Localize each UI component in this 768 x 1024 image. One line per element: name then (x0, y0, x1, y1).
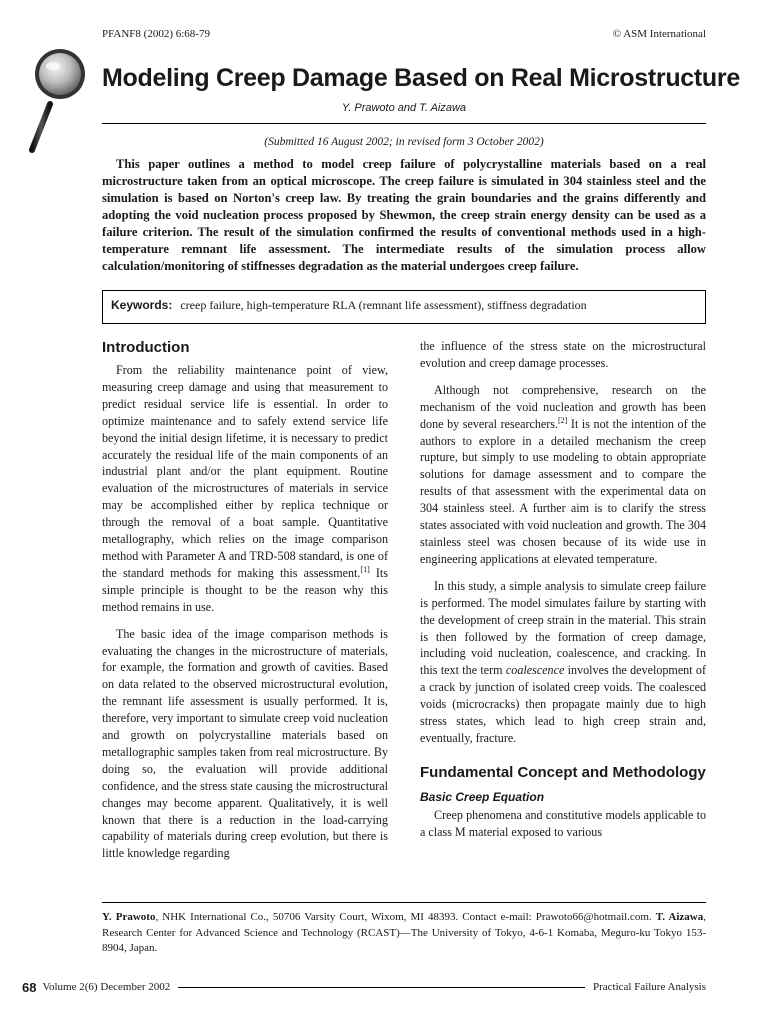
footnote-rule (102, 902, 706, 903)
reference-2: [2] (558, 415, 568, 425)
author-affiliations: Y. Prawoto, NHK International Co., 50706 Varsity Court, Wixom, MI 48393. Contact e-mail: Prawoto66@hotmail.com. T. Aizawa, Research Center for Advanced Science and Technology (RCAST)—The University of Tokyo, 4-6-1 Komaba, Meguro-ku Tokyo 153-8904, Japan. (102, 911, 706, 954)
keywords-box (102, 290, 706, 324)
coalescence-term: coalescence (505, 663, 565, 678)
authors: Y. Prawoto and T. Aizawa (341, 102, 467, 114)
basic-creep-equation-subheading: Basic Creep Equation (420, 789, 545, 804)
abstract: This paper outlines a method to model creep failure of polycrystalline materials based on a real microstructure taken from an optical microscope. The creep failure is simulated in 304 stainless steel and the simulation is based on Norton's creep law. By treating the grain boundaries and the grains differently and adopting the void nucleation process proposed by Shewmon, the creep strain energy density can be used as a failure criterion. The result of the simulation confirmed the results of conventional methods used in a high-temperature remnant life assessment. The intermediate results of the simulation process allow calculation/monitoring of stiffnesses degradation as the material undergoes creep failure. (102, 157, 706, 273)
reference-1: [1] (360, 564, 370, 574)
footer-rule (178, 987, 585, 988)
journal-name: Practical Failure Analysis (592, 981, 706, 993)
right-column (420, 338, 706, 851)
page-footer (22, 978, 706, 996)
keywords-label: Keywords: (111, 298, 173, 312)
publisher: © ASM International (612, 28, 706, 40)
intro-paragraph-1: From the reliability maintenance point of view, measuring creep damage and using that measurement to predict residual service life is essential. In order to optimize maintenance and to safely extend service life beyond the initial design lifetime, it is necessary to predict accurately the residual life of the main components of an industrial plant and/or the plant equipment. Routine evaluation of the microstructures of materials in service may be accomplished either by replica technique or through the removal of a boat sample. Quantitative metallography, which relies on the image comparison method with Parameter A and TRD-508 standard, is one of the standard methods for making this assessment.[1] Its simple principle is thought to be the reason why this method remains in use. (102, 363, 389, 614)
article-title: Modeling Creep Damage Based on Real Microstructure (102, 64, 740, 92)
intro-paragraph-4: In this study, a simple analysis to simulate creep failure is performed. The model simulates failure by starting with the development of creep strain in the material. This strain is then followed by the formation of creep damage, including void nucleation, coalescence, and cracking. In this text the term coalescence involves the development of a crack by junction of isolated creep voids. The coalesced voids (microcracks) then propagate mainly due to high stress states, which lead to high creep strain and, eventually, fracture. (420, 578, 707, 745)
magnifying-glass-icon (22, 46, 94, 156)
intro-paragraph-continued: the influence of the stress state on the microstructural evolution and creep damage processes. (420, 339, 706, 370)
introduction-heading: Introduction (102, 339, 190, 356)
left-column (102, 338, 388, 872)
intro-paragraph-3: Although not comprehensive, research on the mechanism of the void nucleation and growth has been done by several researchers.[2] It is not the intention of the authors to explore in a detailed mechanism the creep rupture, but simply to use modeling to obtain appropriate solutions for damage assessment and to compare the results of that assessment with the experimental data on 304 stainless steel. A further aim is to clarify the stress states associated with void nucleation and growth. The 304 stainless steel was chosen because of its wide use in engineering applications at elevated temperature. (420, 382, 706, 566)
issue-info: Volume 2(6) December 2002 (42, 981, 171, 993)
keywords-text: creep failure, high-temperature RLA (remnant life assessment), stiffness degradation (180, 298, 587, 312)
creep-equation-paragraph: Creep phenomena and constitutive models applicable to a class M material exposed to various (420, 807, 706, 839)
title-rule (102, 123, 706, 124)
citation: PFANF8 (2002) 6:68-79 (102, 28, 210, 40)
fundamental-concept-heading: Fundamental Concept and Methodology (420, 763, 706, 781)
submission-dates: (Submitted 16 August 2002; in revised form 3 October 2002) (264, 136, 544, 148)
page-number: 68 (22, 979, 37, 995)
intro-paragraph-2: The basic idea of the image comparison methods is evaluating the changes in the microstructure of materials, for example, the formation and growth of cavities. Based on data related to the observed microstructural evolution, the remnant life assessment is usually performed. It is, therefore, very important to simulate creep void nucleation and growth on polycrystalline materials based on metallographic samples taken from real microstructure. By doing so, the evaluation will provide additional confidence, and the stress state causing the microstructural changes may become apparent. Qualitatively, it is well known that there is a reduction in the load-carrying capability of materials during creep evolution, but there is little knowledge regarding (102, 626, 388, 861)
